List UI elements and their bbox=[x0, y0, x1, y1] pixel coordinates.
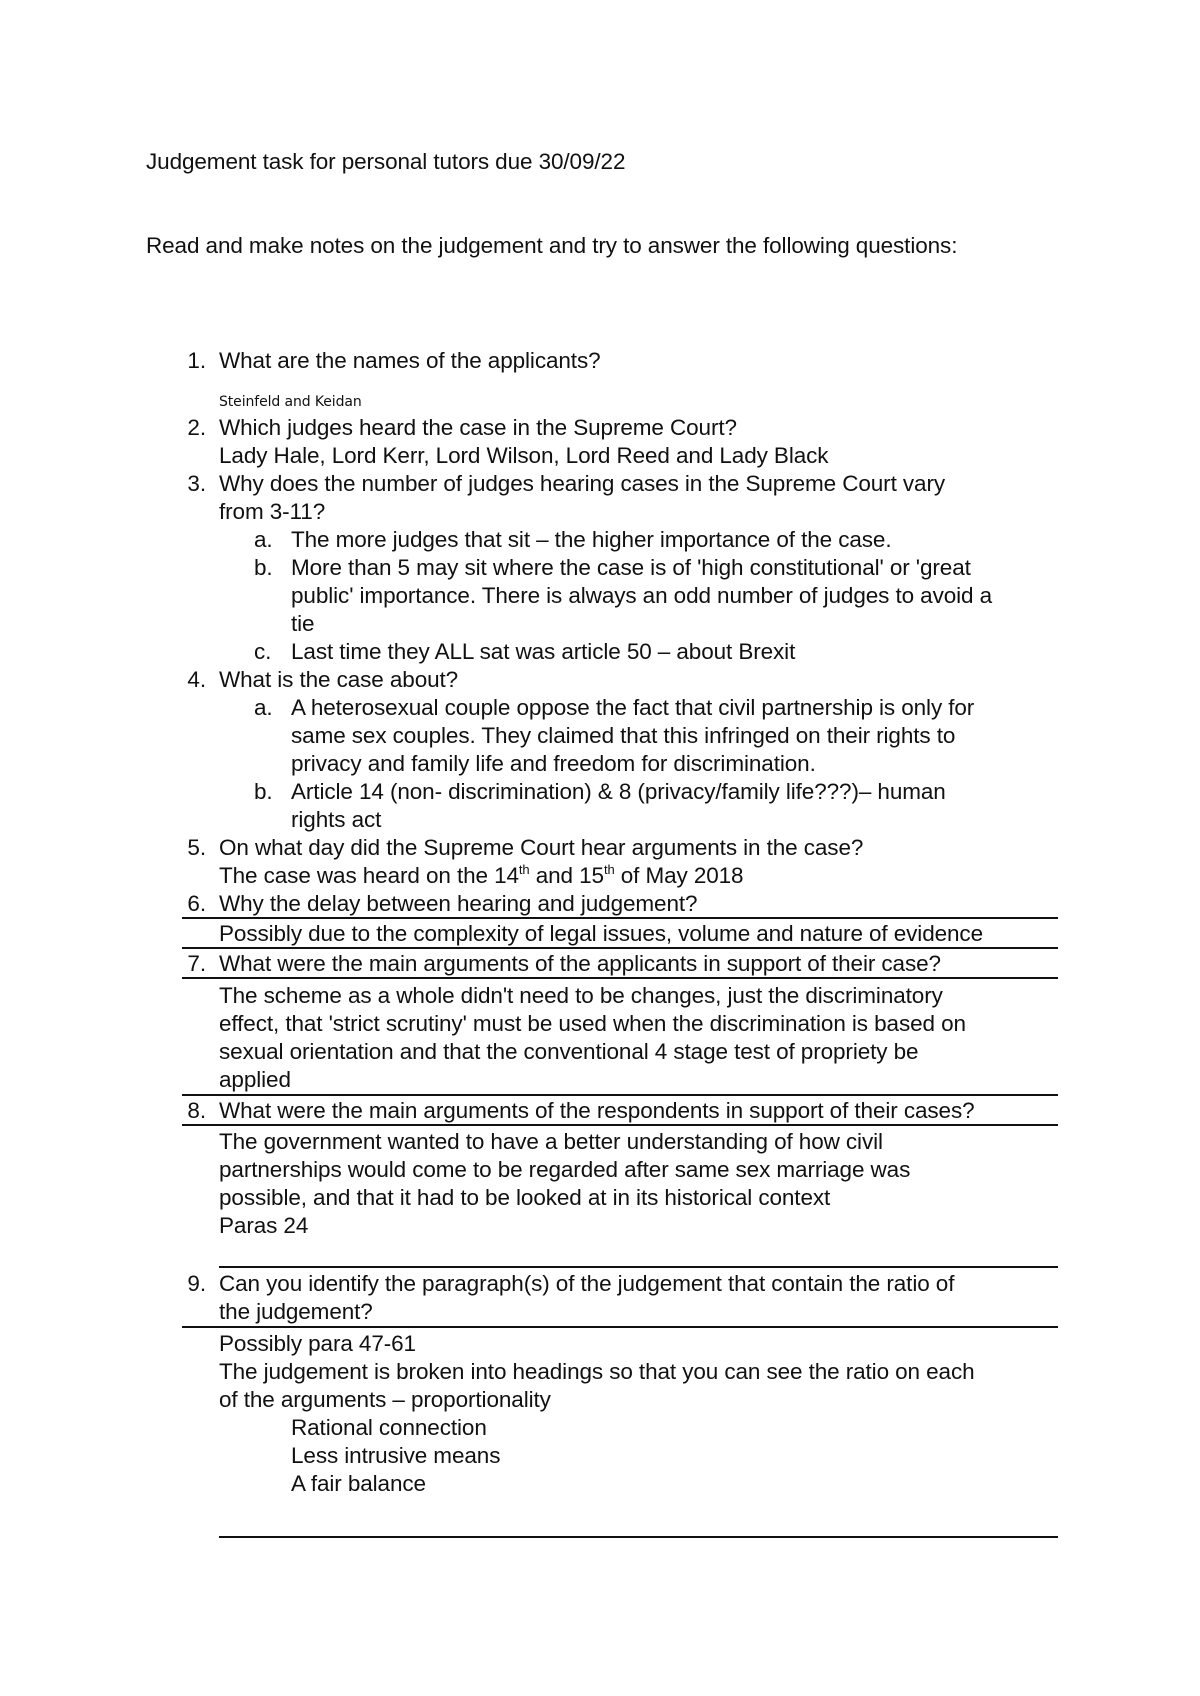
answer-8-line: Paras 24 bbox=[219, 1213, 309, 1238]
question-text: Which judges heard the case in the Supreme Court? bbox=[219, 415, 737, 440]
question-number: 5. bbox=[187, 835, 206, 860]
question-number: 2. bbox=[187, 415, 206, 440]
horizontal-rule bbox=[182, 1326, 1058, 1328]
intro-text: Read and make notes on the judgement and try to answer the following questions: bbox=[146, 233, 958, 258]
horizontal-rule bbox=[182, 947, 1058, 949]
question-number: 1. bbox=[187, 348, 206, 373]
sub-text-line: tie bbox=[291, 611, 315, 636]
sub-letter: b. bbox=[254, 779, 273, 804]
sub-letter: c. bbox=[254, 639, 272, 664]
answer-9-line: The judgement is broken into headings so that you can see the ratio on each bbox=[219, 1359, 975, 1384]
answer-9-indented: Less intrusive means bbox=[291, 1443, 501, 1468]
answer-7-line: sexual orientation and that the conventional 4 stage test of propriety be bbox=[219, 1039, 919, 1064]
sub-letter: b. bbox=[254, 555, 273, 580]
sub-text-line: same sex couples. They claimed that this infringed on their rights to bbox=[291, 723, 956, 748]
sub-text-line: More than 5 may sit where the case is of 'high constitutional' or 'great bbox=[291, 555, 971, 580]
question-number: 7. bbox=[187, 951, 206, 976]
answer-2: Lady Hale, Lord Kerr, Lord Wilson, Lord Reed and Lady Black bbox=[219, 443, 829, 468]
answer-8-line: partnerships would come to be regarded after same sex marriage was bbox=[219, 1157, 911, 1182]
horizontal-rule bbox=[219, 1266, 1058, 1268]
sub-text-line: The more judges that sit – the higher importance of the case. bbox=[291, 527, 892, 552]
sub-text-line: privacy and family life and freedom for discrimination. bbox=[291, 751, 816, 776]
sub-letter: a. bbox=[254, 527, 273, 552]
question-text-line: the judgement? bbox=[219, 1299, 373, 1324]
answer-8-line: The government wanted to have a better understanding of how civil bbox=[219, 1129, 883, 1154]
answer-9-indented: A fair balance bbox=[291, 1471, 426, 1496]
answer-9-line: Possibly para 47-61 bbox=[219, 1331, 416, 1356]
sub-letter: a. bbox=[254, 695, 273, 720]
question-text: What were the main arguments of the respondents in support of their cases? bbox=[219, 1098, 975, 1123]
sub-text-line: Last time they ALL sat was article 50 – about Brexit bbox=[291, 639, 796, 664]
document-title: Judgement task for personal tutors due 30/09/22 bbox=[146, 149, 626, 174]
sub-text-line: rights act bbox=[291, 807, 382, 832]
horizontal-rule bbox=[182, 1094, 1058, 1096]
superscript: th bbox=[518, 862, 530, 877]
question-number: 8. bbox=[187, 1098, 206, 1123]
horizontal-rule bbox=[182, 977, 1058, 979]
question-number: 9. bbox=[187, 1271, 206, 1296]
sub-text-line: A heterosexual couple oppose the fact that civil partnership is only for bbox=[291, 695, 975, 720]
horizontal-rule bbox=[219, 1536, 1058, 1538]
horizontal-rule bbox=[182, 1124, 1058, 1126]
horizontal-rule bbox=[182, 917, 1058, 919]
question-text: Why the delay between hearing and judgement? bbox=[219, 891, 698, 916]
answer-1: Steinfeld and Keidan bbox=[219, 394, 362, 410]
question-text: What are the names of the applicants? bbox=[219, 348, 601, 373]
question-text-line: Can you identify the paragraph(s) of the judgement that contain the ratio of bbox=[219, 1271, 955, 1296]
question-text-line: Why does the number of judges hearing cases in the Supreme Court vary bbox=[219, 471, 945, 496]
question-number: 3. bbox=[187, 471, 206, 496]
answer-6: Possibly due to the complexity of legal issues, volume and nature of evidence bbox=[219, 921, 983, 946]
answer-5 bbox=[219, 862, 743, 890]
answer-7-line: The scheme as a whole didn't need to be changes, just the discriminatory bbox=[219, 983, 943, 1008]
answer-9-line: of the arguments – proportionality bbox=[219, 1387, 551, 1412]
answer-part: of May 2018 bbox=[614, 863, 744, 888]
answer-8-line: possible, and that it had to be looked at in its historical context bbox=[219, 1185, 831, 1210]
question-text-line: from 3-11? bbox=[219, 499, 326, 524]
answer-9-indented: Rational connection bbox=[291, 1415, 487, 1440]
answer-part: The case was heard on the 14 bbox=[219, 863, 519, 888]
answer-part: and 15 bbox=[529, 863, 604, 888]
answer-7-line: effect, that 'strict scrutiny' must be used when the discrimination is based on bbox=[219, 1011, 966, 1036]
sub-text-line: public' importance. There is always an odd number of judges to avoid a bbox=[291, 583, 993, 608]
superscript: th bbox=[603, 862, 615, 877]
question-number: 6. bbox=[187, 891, 206, 916]
question-number: 4. bbox=[187, 667, 206, 692]
sub-text-line: Article 14 (non- discrimination) & 8 (privacy/family life???)– human bbox=[291, 779, 946, 804]
question-text: On what day did the Supreme Court hear arguments in the case? bbox=[219, 835, 864, 860]
answer-7-line: applied bbox=[219, 1067, 291, 1092]
question-text: What is the case about? bbox=[219, 667, 459, 692]
question-text: What were the main arguments of the applicants in support of their case? bbox=[219, 951, 941, 976]
